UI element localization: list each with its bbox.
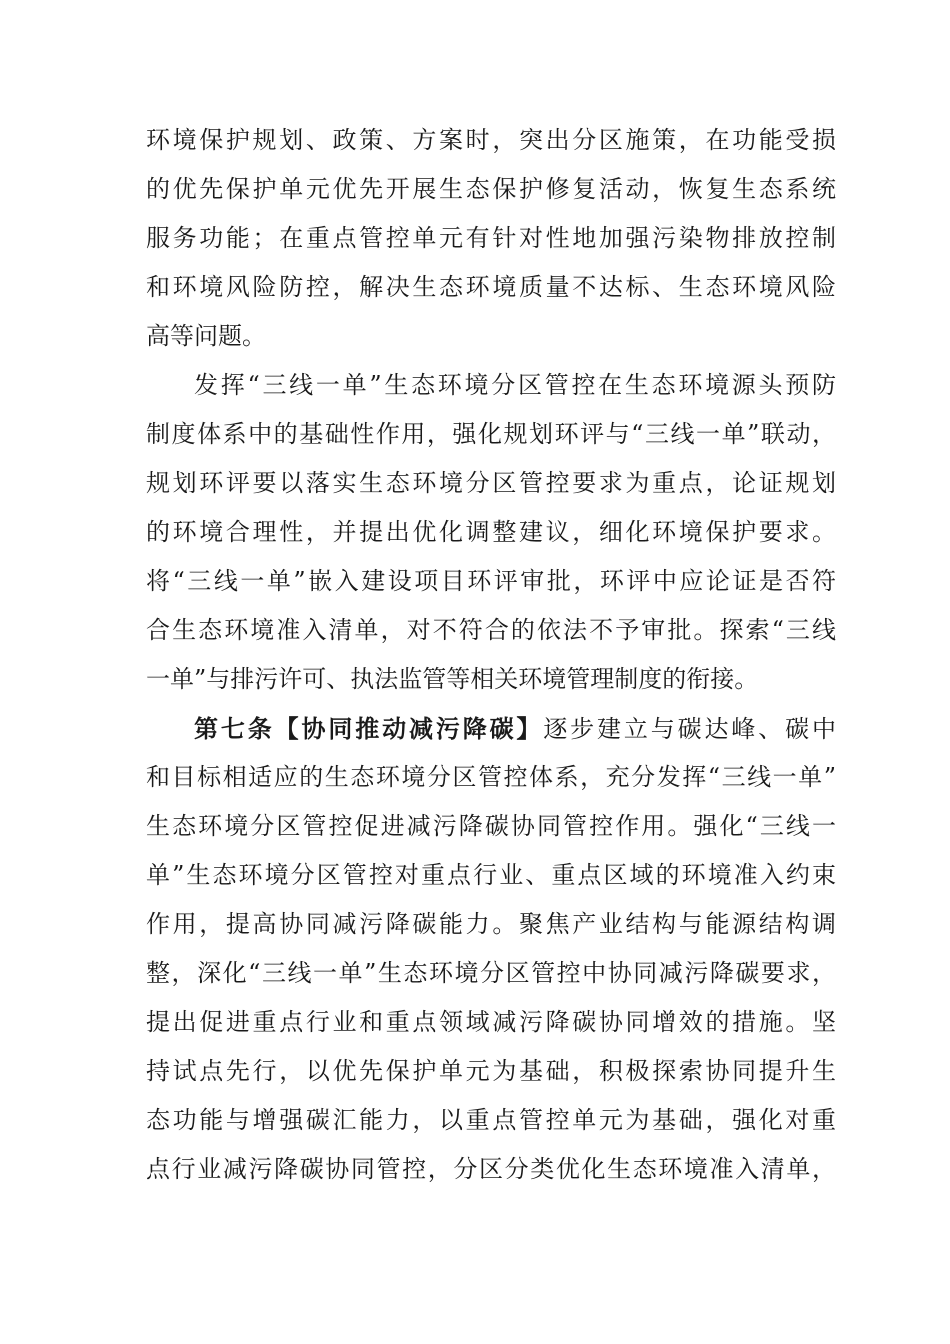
text-line: 将“三线一单”嵌入建设项目环评审批，环评中应论证是否符 xyxy=(146,567,836,595)
paragraph-3-line xyxy=(146,949,836,998)
paragraph-3-line xyxy=(146,1047,836,1096)
paragraph-1-line xyxy=(146,263,836,312)
paragraph-3-line xyxy=(146,753,836,802)
text-line: 整，深化“三线一单”生态环境分区管控中协同减污降碳要求， xyxy=(146,959,836,987)
paragraph-2-line xyxy=(146,508,836,557)
text-line: 服务功能；在重点管控单元有针对性地加强污染物排放控制 xyxy=(146,224,836,252)
text-segment: 逐步建立与碳达峰、碳中 xyxy=(543,715,837,743)
paragraph-3-line xyxy=(146,802,836,851)
text-line: 制度体系中的基础性作用，强化规划环评与“三线一单”联动， xyxy=(146,420,836,448)
text-line: 和目标相适应的生态环境分区管控体系，充分发挥“三线一单” xyxy=(146,763,836,791)
text-line: 规划环评要以落实生态环境分区管控要求为重点，论证规划 xyxy=(146,469,836,497)
paragraph-1-line xyxy=(146,116,836,165)
text-line: 的优先保护单元优先开展生态保护修复活动，恢复生态系统 xyxy=(146,175,836,203)
paragraph-3-line xyxy=(146,900,836,949)
paragraph-3-line xyxy=(146,1145,836,1194)
paragraph-2-line xyxy=(146,410,836,459)
text-line: 合生态环境准入清单，对不符合的依法不予审批。探索“三线 xyxy=(146,616,836,644)
text-line: 的环境合理性，并提出优化调整建议，细化环境保护要求。 xyxy=(146,518,836,546)
paragraph-2-line xyxy=(146,459,836,508)
text-line: 生态环境分区管控促进减污降碳协同管控作用。强化“三线一 xyxy=(146,812,836,840)
text-line: 环境保护规划、政策、方案时，突出分区施策，在功能受损 xyxy=(146,126,836,154)
text-line: 持试点先行，以优先保护单元为基础，积极探索协同提升生 xyxy=(146,1057,836,1085)
paragraph-3-line xyxy=(146,998,836,1047)
text-line: 点行业减污降碳协同管控，分区分类优化生态环境准入清单， xyxy=(146,1155,836,1183)
paragraph-1-line xyxy=(146,214,836,263)
article-7-heading: 第七条【协同推动减污降碳】 xyxy=(194,714,544,743)
text-line: 提出促进重点行业和重点领域减污降碳协同增效的措施。坚 xyxy=(146,1008,836,1036)
text-line: 发挥“三线一单”生态环境分区管控在生态环境源头预防 xyxy=(194,371,836,399)
article-7-first-line xyxy=(146,704,836,753)
text-line: 单”生态环境分区管控对重点行业、重点区域的环境准入约束 xyxy=(146,861,836,889)
paragraph-1-line xyxy=(146,312,836,361)
text-line: 态功能与增强碳汇能力，以重点管控单元为基础，强化对重 xyxy=(146,1106,836,1134)
text-line: 一单”与排污许可、执法监管等相关环境管理制度的衔接。 xyxy=(146,665,759,693)
paragraph-2-line xyxy=(146,557,836,606)
paragraph-2-line xyxy=(146,655,836,704)
text-line: 作用，提高协同减污降碳能力。聚焦产业结构与能源结构调 xyxy=(146,910,836,938)
paragraph-2-line xyxy=(146,361,836,410)
paragraph-3-line xyxy=(146,851,836,900)
body-text xyxy=(146,116,836,1194)
paragraph-1-line xyxy=(146,165,836,214)
paragraph-2-line xyxy=(146,606,836,655)
text-line: 和环境风险防控，解决生态环境质量不达标、生态环境风险 xyxy=(146,273,836,301)
paragraph-3-line xyxy=(146,1096,836,1145)
text-line: 高等问题。 xyxy=(146,322,266,350)
